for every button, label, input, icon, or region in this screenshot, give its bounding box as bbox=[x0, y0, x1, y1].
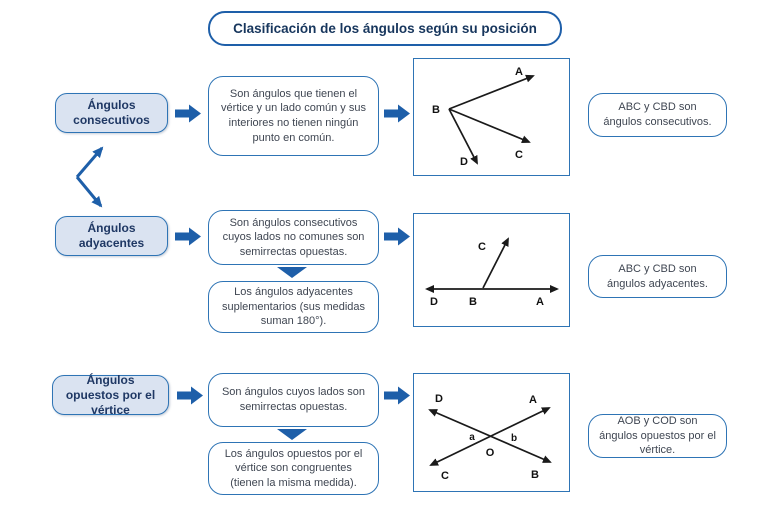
vertex-label: A bbox=[536, 296, 544, 308]
branch-arrow-icon bbox=[58, 138, 114, 216]
diagram-consecutivos bbox=[413, 58, 570, 176]
vertex-label: C bbox=[515, 149, 523, 161]
vertex-label: D bbox=[460, 156, 468, 168]
example-box-adyacentes: ABC y CBD son ángulos adyacentes. bbox=[588, 255, 727, 298]
vertex-label: C bbox=[441, 470, 449, 482]
ray-BC bbox=[483, 239, 508, 288]
type-box-opuestos: Ángulos opuestos por el vértice bbox=[52, 375, 169, 415]
type-box-adyacentes: Ángulos adyacentes bbox=[55, 216, 168, 256]
arrow-right-icon bbox=[175, 227, 202, 246]
vertex-label: A bbox=[529, 394, 537, 406]
vertex-label: C bbox=[478, 241, 486, 253]
vertex-label: B bbox=[531, 469, 539, 481]
diagram-opuestos bbox=[413, 373, 570, 492]
angle-label: a bbox=[469, 432, 475, 443]
arrow-right-icon bbox=[384, 104, 411, 123]
arrow-right-icon bbox=[384, 386, 411, 405]
adjacent-angles-figure bbox=[414, 214, 568, 325]
ray-BD bbox=[449, 109, 477, 163]
ray-BA bbox=[449, 76, 533, 109]
example-box-opuestos: AOB y COD son ángulos opuestos por el vértice. bbox=[588, 414, 727, 458]
consecutive-angles-figure bbox=[414, 59, 568, 174]
note-box-opuestos: Los ángulos opuestos por el vértice son congruentes (tienen la misma medida). bbox=[208, 442, 379, 495]
note-box-adyacentes: Los ángulos adyacentes suplementarios (sus medidas suman 180°). bbox=[208, 281, 379, 333]
vertex-label: O bbox=[485, 447, 495, 459]
arrow-right-icon bbox=[175, 104, 202, 123]
type-box-consecutivos: Ángulos consecutivos bbox=[55, 93, 168, 133]
page-title: Clasificación de los ángulos según su posición bbox=[208, 11, 562, 46]
vertex-label: A bbox=[515, 66, 523, 78]
vertex-label: D bbox=[435, 393, 443, 405]
vertical-angles-figure bbox=[414, 374, 568, 490]
description-box-consecutivos: Son ángulos que tienen el vértice y un lado común y sus interiores no tienen ningún punto en común. bbox=[208, 76, 379, 156]
arrow-right-icon bbox=[384, 227, 411, 246]
vertex-label: B bbox=[432, 104, 440, 116]
ray-BC bbox=[449, 109, 529, 142]
chevron-down-icon bbox=[276, 267, 308, 279]
description-box-adyacentes: Son ángulos consecutivos cuyos lados no comunes son semirrectas opuestas. bbox=[208, 210, 379, 265]
description-box-opuestos: Son ángulos cuyos lados son semirrectas opuestas. bbox=[208, 373, 379, 427]
angle-label: b bbox=[510, 433, 518, 444]
example-box-consecutivos: ABC y CBD son ángulos consecutivos. bbox=[588, 93, 727, 137]
chevron-down-icon bbox=[276, 429, 308, 441]
arrow-right-icon bbox=[177, 386, 204, 405]
vertex-label: D bbox=[430, 296, 438, 308]
vertex-label: B bbox=[469, 296, 477, 308]
diagram-adyacentes bbox=[413, 213, 570, 327]
